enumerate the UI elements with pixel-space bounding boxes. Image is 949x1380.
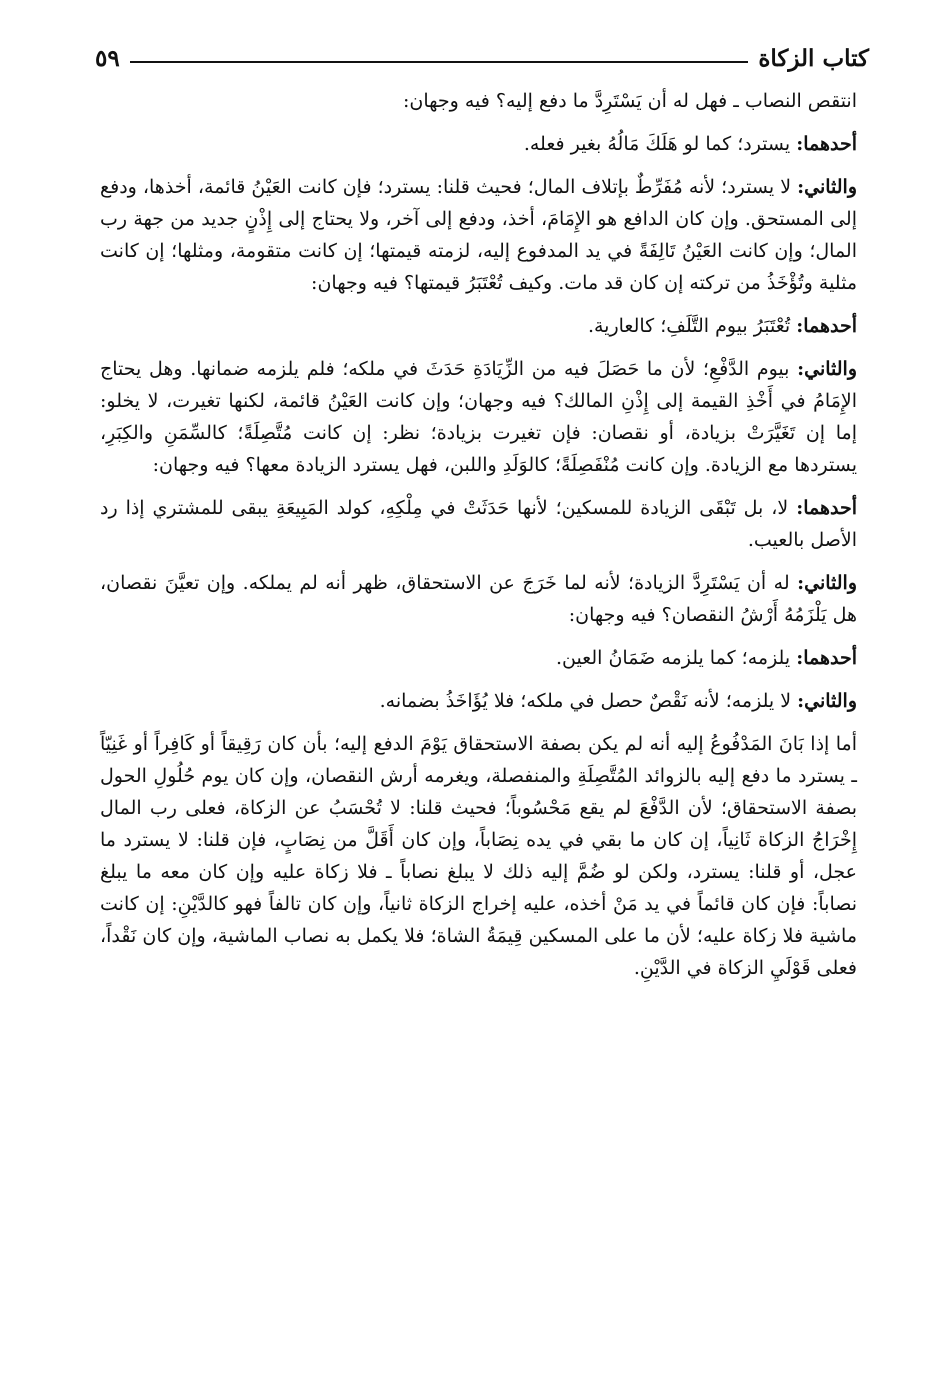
chapter-title: كتاب الزكاة [758, 44, 869, 72]
page-header [95, 38, 869, 78]
paragraph [100, 685, 857, 717]
paragraph-text: يسترد؛ كما لو هَلَكَ مَالُهُ بغير فعله. [523, 133, 797, 155]
paragraph-lead: أحدهما: [796, 315, 857, 337]
paragraph-text: يلزمه؛ كما يلزمه ضَمَانُ العين. [555, 647, 797, 669]
paragraph [100, 85, 857, 117]
paragraph [100, 492, 857, 556]
paragraph-text: لا، بل تَبْقَى الزيادة للمسكين؛ لأنها حَدَثَتْ في مِلْكِهِ، كولد المَبِيعَةِ يبقى للمشتري إذا رد الأصل بالعيب. [100, 497, 857, 551]
paragraph [100, 567, 857, 631]
paragraph [100, 171, 857, 299]
paragraph-lead: والثاني: [797, 572, 857, 594]
paragraph-text: أما إذا بَانَ المَدْفُوعُ إليه أنه لم يكن بصفة الاستحقاق يَوْمَ الدفع إليه؛ بأن كان رَقِيقاً أو كَافِراً أو غَنِيّاً ـ يسترد ما دفع إليه بالزوائد المُتَّصِلَةِ والمنفصلة، ويغرمه أرش النقصان، وإن كان يوم حُلُولِ الحول بصفة الاستحقاق؛ لأن الدَّفْعَ لم يقع مَحْسُوباً؛ فحيث قلنا: لا تُحْسَبُ عن الزكاة، فعلى رب المال إِخْرَاجُ الزكاة ثَانِياً، إن كان ما بقي في يده نِصَاباً، وإن كان أَقَلَّ من نِصَابٍ، فإن قلنا: لا يسترد ما عجل، أو قلنا: يسترد، ولكن لو ضُمَّ إليه ذلك لا يبلغ نصاباً ـ فلا زكاة عليه وإن كان معه ما يبلغ نصاباً: فإن كان قائماً في يد مَنْ أخذه، عليه إخراج الزكاة ثانياً، وإن كان تالفاً فهو كالدَّيْنِ: إن كانت ماشية فلا زكاة عليه؛ لأن ما على المسكين قِيمَةُ الشاة؛ فلا يكمل به نصاب الماشية، وإن كان نَقْداً، فعلى قَوْلَيِ الزكاة في الدَّيْنِ. [100, 733, 857, 979]
paragraph [100, 728, 857, 984]
paragraph-text: لا يلزمه؛ لأنه نَقْصٌ حصل في ملكه؛ فلا يُؤَاخَذُ بضمانه. [379, 690, 798, 712]
paragraph-lead: والثاني: [797, 690, 857, 712]
paragraph [100, 353, 857, 481]
paragraph-lead: والثاني: [797, 358, 857, 380]
paragraph-lead: أحدهما: [796, 133, 857, 155]
page-body [100, 85, 857, 995]
page-number: ٥٩ [95, 44, 120, 72]
paragraph-lead: أحدهما: [796, 497, 857, 519]
paragraph-text: انتقص النصاب ـ فهل له أن يَسْتَرِدَّ ما دفع إليه؟ فيه وجهان: [402, 90, 857, 112]
paragraph-lead: أحدهما: [796, 647, 857, 669]
paragraph [100, 128, 857, 160]
header-rule [130, 61, 749, 63]
paragraph-lead: والثاني: [797, 176, 857, 198]
paragraph [100, 642, 857, 674]
paragraph [100, 310, 857, 342]
paragraph-text: تُعْتَبَرُ بيوم التَّلَفِ؛ كالعارية. [587, 315, 797, 337]
paragraph-text: لا يسترد؛ لأنه مُفَرِّطٌ بإتلاف المال؛ فحيث قلنا: يسترد؛ فإن كانت العَيْنُ قائمة، أخذها، ودفع إلى المستحق. وإن كان الدافع هو الإِمَامَ، أخذ، ودفع إلى آخر، ولا يحتاج إلى إِذْنٍ جديد من جهة رب المال؛ وإن كانت العَيْنُ تَالِفَةً في يد المدفوع إليه، لزمته قيمتها؛ إن كانت متقومة، ومثلها؛ إن كانت مثلية وتُؤْخَذُ من تركته إن كان قد مات. وكيف تُعْتَبَرُ قيمتها؟ فيه وجهان: [100, 176, 857, 294]
paragraph-text: بيوم الدَّفْعِ؛ لأن ما حَصَلَ فيه من الزِّيَادَةِ حَدَثَ في ملكه؛ فلم يلزمه ضمانها. وهل يحتاج الإِمَامُ في أَخْذِ القيمة إلى إِذْنِ المالك؟ فيه وجهان؛ وإن كانت العَيْنُ قائمة، لكنها تغيرت، لا يخلو: إما إن تَغَيَّرَتْ بزيادة، أو نقصان: فإن تغيرت بزيادة؛ نظر: إن كانت مُتَّصِلَةً؛ كالسِّمَنِ والكِبَرِ، يستردها مع الزيادة. وإن كانت مُنْفَصِلَةً؛ كالوَلَدِ واللبن، فهل يسترد الزيادة معها؟ فيه وجهان: [100, 358, 857, 476]
paragraph-text: له أن يَسْتَرِدَّ الزيادة؛ لأنه لما خَرَجَ عن الاستحقاق، ظهر أنه لم يملكه. وإن تعيَّنَ نقصان، هل يَلْزَمُهُ أَرْشُ النقصان؟ فيه وجهان: [100, 572, 857, 626]
